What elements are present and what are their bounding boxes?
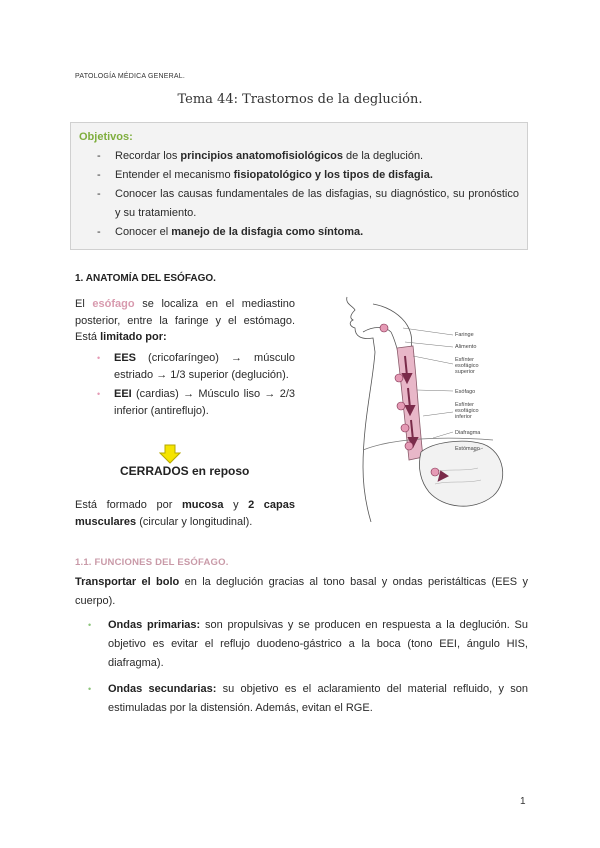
objectives-list <box>79 147 519 242</box>
objective-item <box>79 223 519 242</box>
bullet-marker: • <box>88 620 92 630</box>
bullet-marker: • <box>97 353 101 363</box>
marker-2 <box>395 374 403 382</box>
esophagus-diagram <box>333 292 533 522</box>
down-arrow-icon <box>159 444 181 464</box>
sphincter-desc: (cardias) → Músculo liso → 2/3 inferior (antireflujo). <box>114 388 295 417</box>
muscle-layers-label: 2 capas musculares <box>75 499 295 528</box>
intro-text-mid: se localiza en el mediastino posterior, entre la faringe y el estómago. Está <box>75 298 295 343</box>
marker-6 <box>431 468 439 476</box>
objective-bold: principios anatomofisiológicos <box>180 150 343 162</box>
objective-text: Conocer el <box>115 226 172 238</box>
transport-text: en la deglución gracias al tono basal y ondas peristálticas (EES y cuerpo). <box>75 576 528 607</box>
label-esofago: Esófago <box>455 389 476 395</box>
objective-text-end: de la deglución. <box>343 150 424 162</box>
label-eei-1: Esfínter <box>455 402 474 408</box>
layers-paragraph <box>75 497 295 530</box>
label-ees-1: Esfínter <box>455 357 474 363</box>
label-diafragma: Diafragma <box>455 430 481 436</box>
wave-type: Ondas secundarias: <box>108 683 217 695</box>
marker-1 <box>380 324 388 332</box>
course-header: PATOLOGÍA MÉDICA GENERAL. <box>75 73 186 80</box>
sphincter-name: EES <box>114 352 137 364</box>
transport-paragraph <box>75 573 528 611</box>
label-alimento: Alimento <box>455 344 477 350</box>
layers-text-mid: y <box>223 499 249 511</box>
sphincter-item <box>93 386 295 419</box>
objectives-title: Objetivos: <box>79 131 133 143</box>
objective-item <box>79 185 519 223</box>
label-eei-3: inferior <box>455 414 472 420</box>
label-ees-3: superior <box>455 369 475 375</box>
sphincter-name: EEI <box>114 388 132 400</box>
layers-text: Está formado por <box>75 499 182 511</box>
objectives-box <box>70 122 528 250</box>
dash-marker: - <box>97 150 101 162</box>
bullet-marker: • <box>88 684 92 694</box>
objective-item <box>79 166 519 185</box>
dash-marker: - <box>97 188 101 200</box>
bullet-marker: • <box>97 389 101 399</box>
esophagus-intro <box>75 296 295 346</box>
page-number: 1 <box>520 796 526 807</box>
sphincter-list <box>93 350 295 422</box>
label-eei-2: esofágico <box>455 408 479 414</box>
section-title-anatomy: 1. ANATOMÍA DEL ESÓFAGO. <box>75 273 216 284</box>
limited-by-label: limitado por: <box>100 331 167 343</box>
transport-bold: Transportar el bolo <box>75 576 180 588</box>
objective-text: Recordar los <box>115 150 181 162</box>
wave-desc: su objetivo es el aclaramiento del material refluido, y son estimuladas por la distensión. Además, evitan el RGE. <box>108 683 528 714</box>
sphincter-desc: (cricofaríngeo) → músculo estriado → 1/3 superior (deglución). <box>114 352 295 381</box>
objective-text: Entender el mecanismo <box>115 169 234 181</box>
objective-bold: manejo de la disfagia como síntoma. <box>171 226 364 238</box>
esophagus-highlight: esófago <box>92 298 135 310</box>
wave-desc: son propulsivas y se producen en respuesta a la deglución. Su objetivo es evitar el reflujo duodeno-gástrico a la boca (tono EEI, ángulo HIS, diafragma). <box>108 619 528 669</box>
intro-text: El <box>75 298 93 310</box>
document-title: Tema 44: Trastornos de la deglución. <box>177 92 423 107</box>
sphincter-item <box>93 350 295 383</box>
objective-bold: fisiopatológico y los tipos de disfagia. <box>233 169 433 181</box>
objective-text: Conocer las causas fundamentales de las disfagias, su diagnóstico, su pronóstico y su tratamiento. <box>115 188 519 219</box>
layers-text-end: (circular y longitudinal). <box>136 515 253 528</box>
waves-list-secondary <box>88 680 528 718</box>
waves-list-primary <box>88 616 528 673</box>
head-outline <box>347 297 405 522</box>
wave-item <box>88 680 528 718</box>
closed-at-rest-note: CERRADOS en reposo <box>120 464 250 478</box>
marker-4 <box>401 424 409 432</box>
marker-5 <box>405 442 413 450</box>
dash-marker: - <box>97 169 101 181</box>
label-faringe: Faringe <box>455 332 474 338</box>
mucosa-label: mucosa <box>181 499 224 511</box>
section-title-functions: 1.1. FUNCIONES DEL ESÓFAGO. <box>75 557 229 568</box>
objective-item <box>79 147 519 166</box>
wave-type: Ondas primarias: <box>108 619 201 631</box>
label-ees-2: esofágico <box>455 363 479 369</box>
label-estomago: Estómago <box>455 446 480 452</box>
dash-marker: - <box>97 226 101 238</box>
wave-item <box>88 616 528 673</box>
marker-3 <box>397 402 405 410</box>
